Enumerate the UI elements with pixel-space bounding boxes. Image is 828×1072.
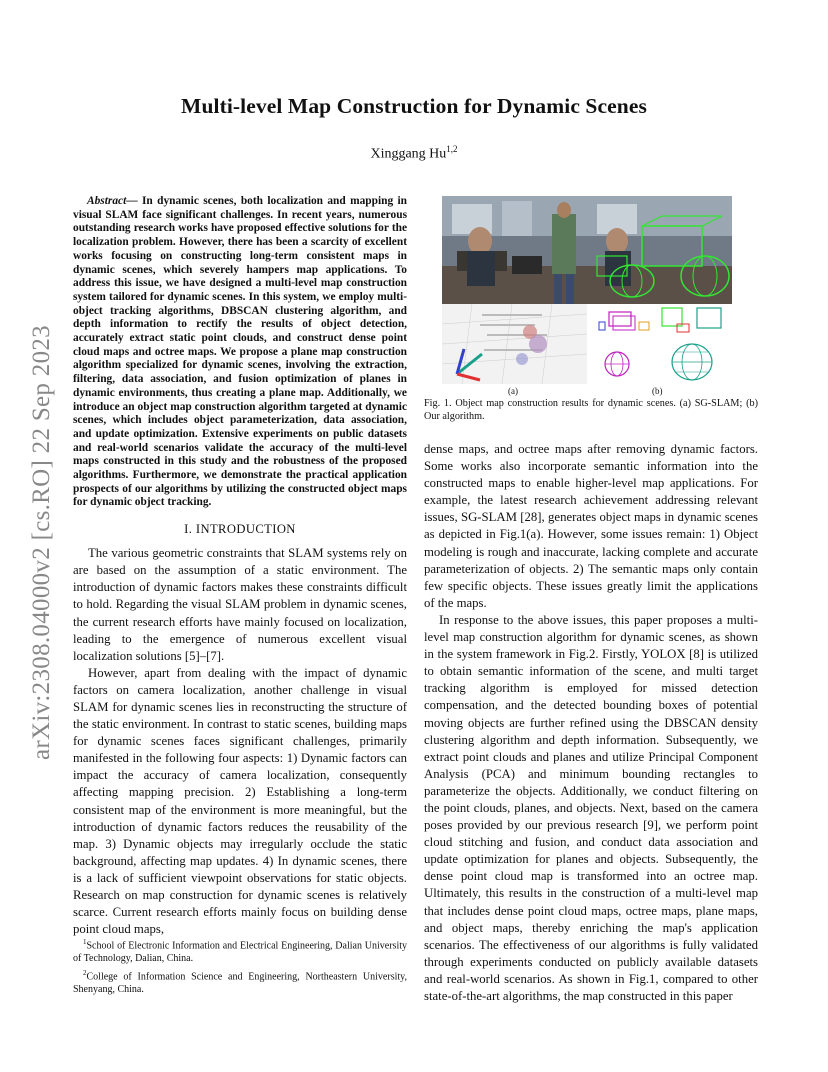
- section-heading: I. INTRODUCTION: [184, 522, 296, 537]
- right-paragraph-1: dense maps, and octree maps after removing dynamic factors. Some works also incorporate semantic information into the constructed maps to enable higher-level map applications. For example, the latest research achievement addressing relevant issues, SG-SLAM [28], generates object maps in dynamic scenes as depicted in Fig.1(a). However, some issues remain: 1) Object modeling is rough and inaccurate, lacking complete and accurate parameterization of objects. 2) The semantic maps only contain few specific objects. These issues greatly limit the applications of the maps.: [424, 442, 758, 610]
- author-name: Xinggang Hu: [370, 146, 447, 162]
- figure-1b-map: [587, 304, 732, 384]
- figure-label-a: (a): [508, 386, 518, 396]
- figure-1a-map: [442, 304, 587, 384]
- figure-1a-photo: [442, 196, 587, 304]
- intro-paragraph-1: The various geometric constraints that SLAM systems rely on are based on the assumption of a static environment. The introduction of dynamic factors makes these constraints difficult to hold. Regarding the visual SLAM problem in dynamic scenes, the current research efforts have mainly focused on localization, leading to the emergence of numerous excellent visual localization solutions [5]–[7].: [73, 546, 407, 663]
- figure-label-b: (b): [652, 386, 663, 396]
- footnotes: [73, 936, 407, 999]
- object-map: [587, 304, 732, 384]
- footnote-2: $^2$College of Information Science and Engineering, Northeastern University, Shenyang, China.: [73, 969, 407, 996]
- right-column: [424, 196, 758, 1005]
- abstract: [73, 195, 407, 510]
- abstract-label: Abstract: [87, 195, 127, 207]
- office-photo-b: [587, 196, 732, 304]
- intro-paragraph-2: However, apart from dealing with the impact of dynamic factors on camera localization, another challenge in visual SLAM for dynamic scenes lies in reconstructing the structure of the static environment. In contrast to static scenes, building maps for dynamic scenes faces significant challenges, primarily manifested in the following four aspects: 1) Dynamic factors can impact the accuracy of camera localization, consequently affecting mapping precision. 2) Establishing a long-term consistent map of the environment is more meaningful, but the introduction of dynamic factors reduces the reusability of the map. 3) Dynamic objects may irregularly occlude the static background, affecting map updates. 4) In dynamic scenes, there is a lack of sufficient viewpoint observations for static objects. Research on map construction for dynamic scenes is relatively scarce. Current research efforts mainly focus on building dense point cloud maps,: [73, 665, 407, 937]
- arxiv-identifier: arXiv:2308.04000v2 [cs.RO] 22 Sep 2023: [28, 325, 55, 760]
- sg-slam-map: [442, 304, 587, 384]
- figure-1-caption: Fig. 1. Object map construction results for dynamic scenes. (a) SG-SLAM; (b) Our algorithm.: [424, 398, 758, 422]
- left-column: [73, 195, 407, 938]
- author-affiliation-marks: 1,2: [446, 144, 458, 154]
- author-line: [0, 144, 828, 163]
- figure-1b-photo: [587, 196, 732, 304]
- footnote-1: $^1$School of Electronic Information and Electrical Engineering, Dalian University of Technology, Dalian, China.: [73, 938, 407, 964]
- paper-title: Multi-level Map Construction for Dynamic Scenes: [181, 94, 647, 118]
- figure-1: [442, 196, 732, 396]
- right-paragraph-2: In response to the above issues, this paper proposes a multi-level map construction algorithm for dynamic scenes, as shown in the system framework in Fig.2. Firstly, YOLOX [8] is utilized to obtain semantic information of the scene, and multi target tracking algorithm is employed for missed detection compensation, and the detected bounding boxes of potential moving objects are further refined using the DBSCAN density clustering algorithm and depth information. Subsequently, we extract point clouds and planes and utilize Principal Component Analysis (PCA) and minimum bounding rectangles to parameterize the objects. Additionally, we conduct filtering on the point clouds, planes, and objects. Next, based on the camera poses provided by our previous research [9], we perform point cloud stitching and fusion, and conduct data association and update optimization for planes and objects. Subsequently, the dense point cloud map is transformed into an octree map. Ultimately, this results in the construction of a multi-level map that includes dense point cloud maps, octree maps, plane maps, and object maps, thereby enriching the map's application scenarios. The effectiveness of our algorithms is fully validated through experiments conducted on publicly available datasets and real-world scenarios. As shown in Fig.1, compared to other state-of-the-art algorithms, the map constructed in this paper: [424, 612, 758, 1003]
- office-photo-a: [442, 196, 587, 304]
- abstract-text: — In dynamic scenes, both localization and mapping in visual SLAM face significant challenges. In recent years, numerous outstanding research works have proposed effective solutions for the localization problem. However, there has been a scarcity of excellent works focusing on constructing long-term consistent maps in dynamic scenes, which severely hampers map applications. To address this issue, we have designed a multi-level map construction system tailored for dynamic scenes. In this system, we employ multi-object tracking algorithms, DBSCAN clustering algorithm, and depth information to rectify the results of object detection, accurately extract static point clouds, and construct dense point cloud maps and octree maps. We propose a plane map construction algorithm specialized for dynamic scenes, involving the extraction, filtering, data association, and fusion optimization of planes in dynamic environments, thus creating a plane map. Additionally, we introduce an object map construction algorithm targeted at dynamic scenes, which includes object parameterization, data association, and update optimization. Extensive experiments on public datasets and real-world scenarios validate the accuracy of the multi-level maps constructed in this study and the robustness of the proposed algorithms. Furthermore, we demonstrate the practical application prospects of our algorithms by utilizing the constructed object maps for dynamic object tracking.: [73, 195, 407, 509]
